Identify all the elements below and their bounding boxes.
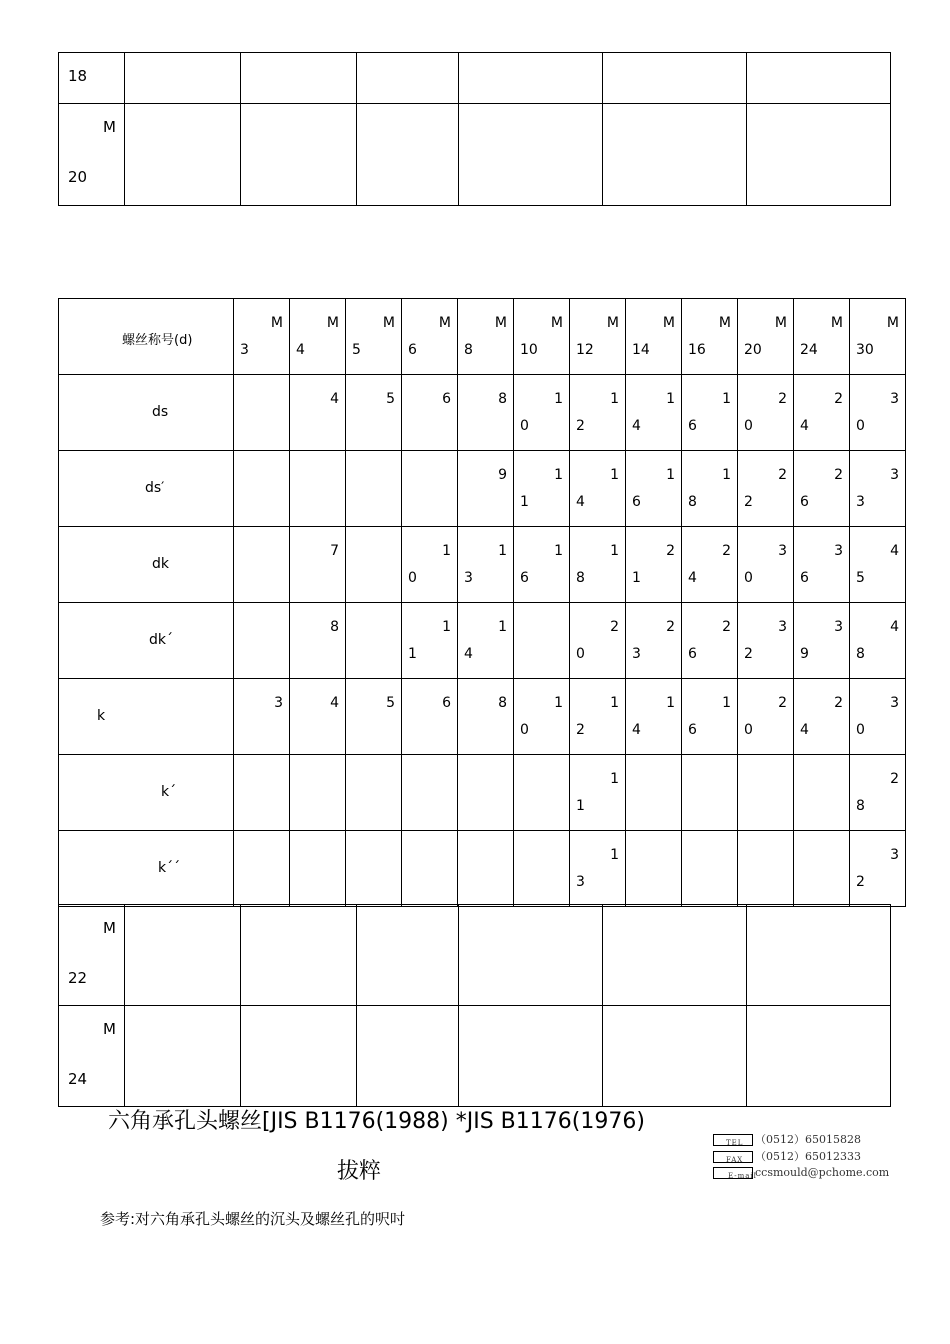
value-digit-bottom: 0: [856, 722, 865, 738]
value-digit-bottom: 1: [632, 570, 641, 586]
value-digit-top: 2: [778, 695, 787, 711]
row-label-cell: [59, 451, 234, 527]
size-header-cell: [234, 299, 290, 375]
value-digit-bottom: 6: [688, 646, 697, 662]
value-cell: [738, 831, 794, 907]
value-digit-bottom: 6: [800, 494, 809, 510]
contact-fax: FAX （0512）65012333: [713, 1148, 861, 1164]
value-cell: [346, 755, 402, 831]
value-digit-top: 3: [890, 847, 899, 863]
value-cell: [234, 603, 290, 679]
row-label-top: M: [103, 118, 116, 136]
value-digit-top: 1: [610, 695, 619, 711]
size-number: 24: [800, 342, 818, 358]
value-digit-bottom: 3: [576, 874, 585, 890]
value-digit-top: 2: [834, 467, 843, 483]
value-cell: [738, 755, 794, 831]
value-digit-bottom: 6: [800, 570, 809, 586]
size-header-cell: [850, 299, 906, 375]
value-cell: [570, 375, 626, 451]
value-cell: [234, 527, 290, 603]
size-number: 5: [352, 342, 361, 358]
table-cell: [59, 1006, 125, 1107]
size-number: 12: [576, 342, 594, 358]
size-prefix: M: [494, 315, 507, 331]
value-digit-bottom: 0: [520, 418, 529, 434]
value-cell: [346, 375, 402, 451]
value-digit-bottom: 6: [688, 418, 697, 434]
phone-icon: TEL: [713, 1134, 753, 1146]
size-prefix: M: [382, 315, 395, 331]
value-cell: [682, 679, 738, 755]
table-row: [59, 104, 891, 206]
value-cell: [458, 451, 514, 527]
value-cell: [346, 451, 402, 527]
size-number: 10: [520, 342, 538, 358]
value-digit-top: 1: [498, 543, 507, 559]
value-digit-top: 3: [834, 543, 843, 559]
table-row: [59, 1006, 891, 1107]
value-digit-top: 1: [442, 619, 451, 635]
value-digit-top: 4: [890, 543, 899, 559]
size-header-cell: [458, 299, 514, 375]
value-cell: [570, 603, 626, 679]
size-prefix: M: [886, 315, 899, 331]
value-cell: [794, 603, 850, 679]
size-header-cell: [290, 299, 346, 375]
value-cell: [850, 527, 906, 603]
value-cell: [234, 755, 290, 831]
value-cell: [458, 755, 514, 831]
value-cell: [850, 679, 906, 755]
value-cell: [458, 603, 514, 679]
value-digit-top: 1: [666, 467, 675, 483]
top-table: [58, 52, 891, 206]
value-digit-bottom: 2: [576, 418, 585, 434]
value-cell: [850, 603, 906, 679]
value-cell: [290, 831, 346, 907]
value-digit-top: 3: [890, 695, 899, 711]
value-cell: [626, 451, 682, 527]
table-row: [59, 375, 906, 451]
value-cell: [794, 375, 850, 451]
value-cell: [794, 679, 850, 755]
value-digit-bottom: 6: [632, 494, 641, 510]
value-cell: [738, 603, 794, 679]
value-cell: [850, 451, 906, 527]
size-prefix: M: [774, 315, 787, 331]
value-cell: [794, 527, 850, 603]
value-digit-bottom: 0: [744, 418, 753, 434]
value-digit-bottom: 2: [744, 646, 753, 662]
size-header-cell: [794, 299, 850, 375]
value-digit-bottom: 0: [856, 418, 865, 434]
value-digit-top: 1: [722, 391, 731, 407]
size-header-cell: [402, 299, 458, 375]
value-cell: [514, 603, 570, 679]
value-digit-top: 4: [890, 619, 899, 635]
screw-dimension-table: [58, 298, 906, 907]
row-label-cell: [59, 375, 234, 451]
value-cell: [626, 375, 682, 451]
row-label: ds: [152, 404, 169, 420]
value-digit-top: 1: [666, 695, 675, 711]
value-cell: [738, 451, 794, 527]
row-label-top: M: [103, 919, 116, 937]
value-digit-top: 1: [722, 467, 731, 483]
value-cell: [514, 375, 570, 451]
size-number: 4: [296, 342, 305, 358]
value-digit-bottom: 2: [576, 722, 585, 738]
value-cell: [570, 451, 626, 527]
value-cell: [402, 603, 458, 679]
value-digit-bottom: 3: [856, 494, 865, 510]
value-digit-bottom: 0: [744, 570, 753, 586]
row-label-cell: [59, 527, 234, 603]
size-number: 16: [688, 342, 706, 358]
row-label-cell: [59, 755, 234, 831]
value-cell: [290, 375, 346, 451]
size-header-cell: [682, 299, 738, 375]
row-label-bottom: 24: [68, 1070, 88, 1088]
value-cell: [458, 831, 514, 907]
value-cell: [850, 831, 906, 907]
value-cell: [738, 527, 794, 603]
value-digit-bottom: 4: [688, 570, 697, 586]
value-cell: [682, 831, 738, 907]
value-digit-bottom: 4: [464, 646, 473, 662]
value-cell: [626, 679, 682, 755]
value-digit-top: 3: [274, 695, 283, 711]
value-cell: [626, 603, 682, 679]
value-digit-top: 1: [442, 543, 451, 559]
value-cell: [626, 527, 682, 603]
value-cell: [402, 755, 458, 831]
size-header-cell: [738, 299, 794, 375]
value-digit-top: 1: [722, 695, 731, 711]
contact-tel: TEL （0512）65015828: [713, 1131, 861, 1147]
value-digit-top: 1: [554, 391, 563, 407]
value-digit-bottom: 4: [800, 722, 809, 738]
table-row: [59, 603, 906, 679]
value-digit-top: 3: [890, 391, 899, 407]
value-cell: [626, 755, 682, 831]
value-cell: [570, 755, 626, 831]
size-number: 6: [408, 342, 417, 358]
value-cell: [234, 831, 290, 907]
value-cell: [458, 679, 514, 755]
value-digit-top: 4: [330, 695, 339, 711]
document-subtitle: 拔粹: [337, 1159, 382, 1184]
size-number: 30: [856, 342, 874, 358]
table-cell: [59, 905, 125, 1006]
value-digit-top: 5: [386, 391, 395, 407]
value-digit-top: 1: [554, 467, 563, 483]
table-row: [59, 527, 906, 603]
size-header-cell: [514, 299, 570, 375]
contact-email: E-mail ccsmould@pchome.com: [713, 1166, 889, 1179]
value-cell: [514, 679, 570, 755]
table-row: [59, 831, 906, 907]
value-cell: [290, 679, 346, 755]
value-digit-top: 1: [610, 847, 619, 863]
size-header-cell: [570, 299, 626, 375]
value-digit-top: 3: [778, 619, 787, 635]
row-label: ds′: [145, 480, 165, 496]
value-cell: [682, 527, 738, 603]
value-digit-top: 2: [778, 467, 787, 483]
value-cell: [682, 603, 738, 679]
size-prefix: M: [830, 315, 843, 331]
fax-icon: FAX: [713, 1151, 753, 1163]
value-digit-top: 7: [330, 543, 339, 559]
size-prefix: M: [550, 315, 563, 331]
row-label: k: [97, 708, 106, 724]
value-digit-top: 1: [554, 695, 563, 711]
mail-icon: E-mail: [713, 1167, 753, 1179]
row-label-top: M: [103, 1020, 116, 1038]
value-digit-top: 8: [498, 695, 507, 711]
row-label-cell: [59, 679, 234, 755]
reference-note: 参考:对六角承孔头螺丝的沉头及螺丝孔的呎吋: [100, 1210, 406, 1228]
value-digit-bottom: 4: [800, 418, 809, 434]
value-digit-bottom: 3: [464, 570, 473, 586]
value-cell: [738, 679, 794, 755]
value-digit-top: 2: [890, 771, 899, 787]
value-cell: [346, 527, 402, 603]
value-cell: [290, 755, 346, 831]
value-digit-top: 1: [610, 467, 619, 483]
value-digit-bottom: 6: [520, 570, 529, 586]
value-cell: [738, 375, 794, 451]
value-digit-top: 2: [610, 619, 619, 635]
value-cell: [514, 451, 570, 527]
value-digit-top: 4: [330, 391, 339, 407]
header-label: 螺丝称号(d): [122, 333, 193, 348]
value-cell: [402, 679, 458, 755]
size-prefix: M: [438, 315, 451, 331]
row-label: 18: [68, 67, 88, 85]
value-cell: [794, 451, 850, 527]
size-header-cell: [626, 299, 682, 375]
value-digit-top: 2: [722, 619, 731, 635]
value-cell: [682, 375, 738, 451]
value-digit-bottom: 0: [576, 646, 585, 662]
size-header-cell: [346, 299, 402, 375]
row-label-cell: [59, 603, 234, 679]
size-prefix: M: [718, 315, 731, 331]
size-number: 8: [464, 342, 473, 358]
row-label: k´: [161, 784, 177, 800]
row-label: dk´: [149, 632, 173, 648]
value-digit-bottom: 8: [856, 646, 865, 662]
value-digit-bottom: 5: [856, 570, 865, 586]
size-number: 3: [240, 342, 249, 358]
value-cell: [234, 679, 290, 755]
value-cell: [514, 527, 570, 603]
value-cell: [402, 831, 458, 907]
value-cell: [290, 527, 346, 603]
value-cell: [290, 451, 346, 527]
value-cell: [570, 679, 626, 755]
row-label-bottom: 20: [68, 168, 88, 186]
value-digit-bottom: 4: [632, 722, 641, 738]
value-cell: [290, 603, 346, 679]
value-digit-top: 3: [834, 619, 843, 635]
value-digit-bottom: 1: [520, 494, 529, 510]
table-row: [59, 451, 906, 527]
value-digit-top: 1: [498, 619, 507, 635]
row-label-cell: [59, 831, 234, 907]
value-digit-bottom: 8: [688, 494, 697, 510]
value-cell: [458, 527, 514, 603]
value-digit-bottom: 8: [576, 570, 585, 586]
row-label: dk: [152, 556, 169, 572]
value-cell: [514, 755, 570, 831]
value-digit-top: 5: [386, 695, 395, 711]
value-digit-bottom: 2: [744, 494, 753, 510]
value-digit-top: 8: [498, 391, 507, 407]
value-cell: [570, 527, 626, 603]
value-digit-top: 6: [442, 695, 451, 711]
table-row: [59, 755, 906, 831]
value-digit-top: 9: [498, 467, 507, 483]
table-cell: [59, 53, 125, 104]
value-digit-top: 3: [778, 543, 787, 559]
size-prefix: M: [270, 315, 283, 331]
row-label: k´´: [158, 860, 181, 876]
value-digit-top: 2: [834, 391, 843, 407]
value-cell: [626, 831, 682, 907]
bottom-table: [58, 904, 891, 1107]
size-prefix: M: [326, 315, 339, 331]
value-digit-top: 1: [554, 543, 563, 559]
value-digit-top: 8: [330, 619, 339, 635]
value-cell: [794, 831, 850, 907]
value-cell: [514, 831, 570, 907]
value-digit-top: 2: [778, 391, 787, 407]
value-digit-top: 2: [666, 619, 675, 635]
value-cell: [402, 527, 458, 603]
table-row: [59, 53, 891, 104]
value-digit-top: 2: [834, 695, 843, 711]
value-digit-top: 6: [442, 391, 451, 407]
value-digit-top: 1: [666, 391, 675, 407]
value-cell: [850, 755, 906, 831]
value-digit-top: 1: [610, 543, 619, 559]
value-cell: [458, 375, 514, 451]
value-digit-bottom: 6: [688, 722, 697, 738]
value-digit-bottom: 1: [408, 646, 417, 662]
value-cell: [682, 755, 738, 831]
value-digit-top: 1: [610, 771, 619, 787]
value-digit-bottom: 0: [520, 722, 529, 738]
value-digit-bottom: 9: [800, 646, 809, 662]
table-row: [59, 905, 891, 1006]
document-title: 六角承孔头螺丝[JIS B1176(1988) *JIS B1176(1976): [108, 1109, 645, 1134]
value-cell: [794, 755, 850, 831]
value-cell: [850, 375, 906, 451]
value-digit-bottom: 2: [856, 874, 865, 890]
value-cell: [346, 831, 402, 907]
table-cell: [59, 104, 125, 206]
table-row: [59, 679, 906, 755]
value-digit-bottom: 0: [408, 570, 417, 586]
size-number: 14: [632, 342, 650, 358]
value-cell: [682, 451, 738, 527]
value-digit-bottom: 4: [576, 494, 585, 510]
header-cell: [59, 299, 234, 375]
size-prefix: M: [606, 315, 619, 331]
value-digit-bottom: 8: [856, 798, 865, 814]
value-digit-bottom: 1: [576, 798, 585, 814]
value-cell: [402, 375, 458, 451]
table-header-row: [59, 299, 906, 375]
size-prefix: M: [662, 315, 675, 331]
value-cell: [346, 603, 402, 679]
value-digit-top: 3: [890, 467, 899, 483]
value-digit-bottom: 4: [632, 418, 641, 434]
value-cell: [234, 375, 290, 451]
value-digit-top: 2: [666, 543, 675, 559]
value-cell: [402, 451, 458, 527]
value-digit-top: 2: [722, 543, 731, 559]
row-label-bottom: 22: [68, 969, 88, 987]
value-digit-bottom: 3: [632, 646, 641, 662]
value-cell: [570, 831, 626, 907]
value-digit-top: 1: [610, 391, 619, 407]
value-cell: [234, 451, 290, 527]
value-digit-bottom: 0: [744, 722, 753, 738]
value-cell: [346, 679, 402, 755]
size-number: 20: [744, 342, 762, 358]
